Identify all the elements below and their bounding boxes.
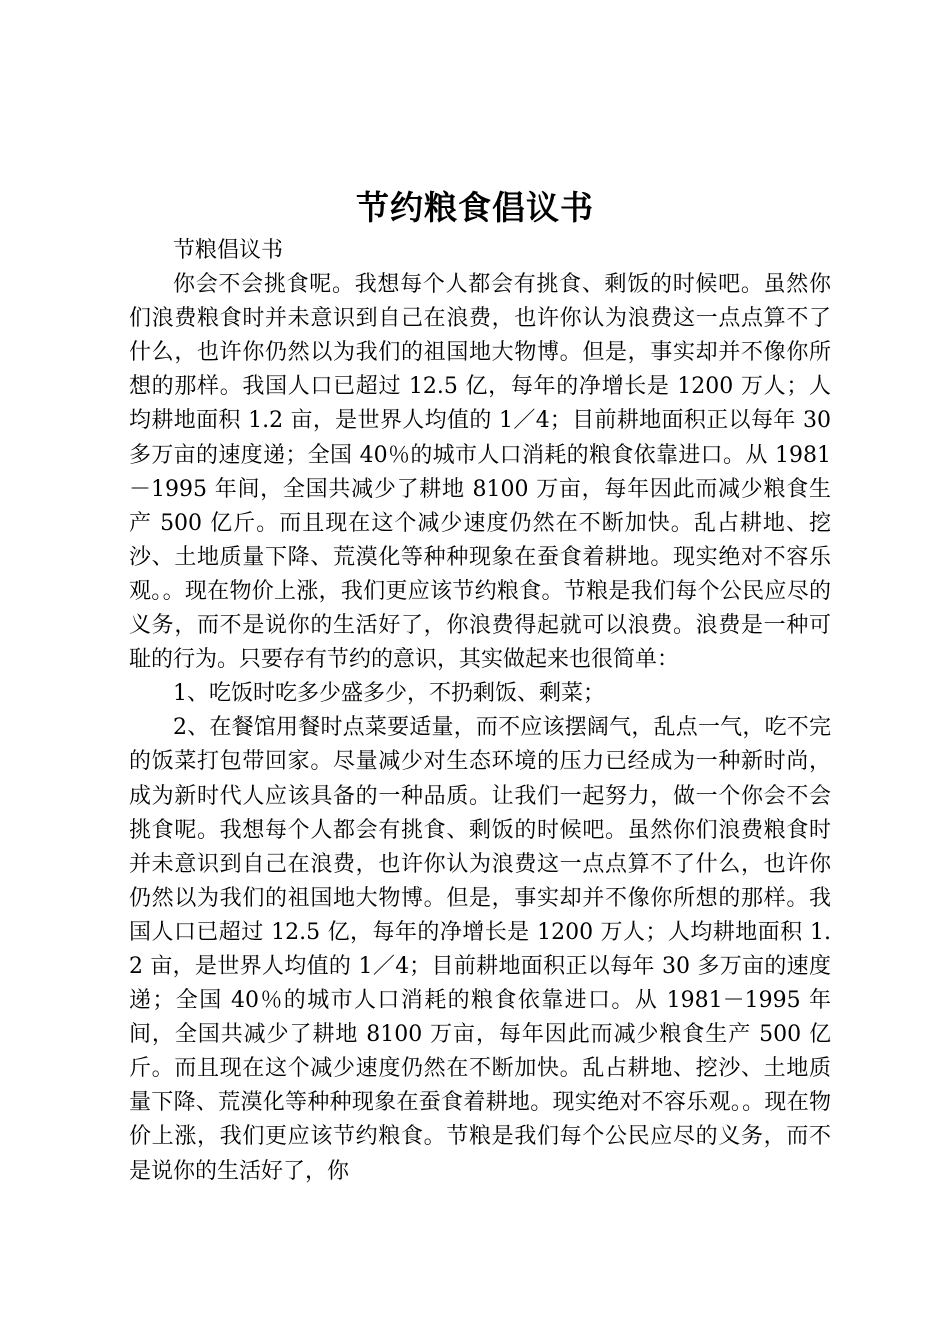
document-body: [129, 234, 831, 1189]
paragraph-item-2: 2、在餐馆用餐时点菜要适量，而不应该摆阔气，乱点一气，吃不完的饭菜打包带回家。尽量减少对生态环境的压力已经成为一种新时尚，成为新时代人应该具备的一种品质。让我们一起努力，做一个你会不会挑食呢。我想每个人都会有挑食、剩饭的时候吧。虽然你们浪费粮食时并未意识到自己在浪费，也许你认为浪费这一点点算不了什么，也许你仍然以为我们的祖国地大物博。但是，事实却并不像你所想的那样。我国人口已超过 12.5 亿，每年的净增长是 1200 万人；人均耕地面积 1.2 亩，是世界人均值的 1／4；目前耕地面积正以每年 30 多万亩的速度递；全国 40％的城市人口消耗的粮食依靠进口。从 1981－1995 年间，全国共减少了耕地 8100 万亩，每年因此而减少粮食生产 500 亿斤。而且现在这个减少速度仍然在不断加快。乱占耕地、挖沙、土地质量下降、荒漠化等种种现象在蚕食着耕地。现实绝对不容乐观。。现在物价上涨，我们更应该节约粮食。节粮是我们每个公民应尽的义务，而不是说你的生活好了，你: [129, 715, 831, 1184]
document-title: 节约粮食倡议书: [356, 188, 594, 227]
paragraph-item-1: 1、吃饭时吃多少盛多少，不扔剩饭、剩菜；: [173, 681, 605, 707]
paragraph-intro: 你会不会挑食呢。我想每个人都会有挑食、剩饭的时候吧。虽然你们浪费粮食时并未意识到自己在浪费，也许你认为浪费这一点点算不了什么，也许你仍然以为我们的祖国地大物博。但是，事实却并不像你所想的那样。我国人口已超过 12.5 亿，每年的净增长是 1200 万人；人均耕地面积 1.2 亩，是世界人均值的 1／4；目前耕地面积正以每年 30 多万亩的速度递；全国 40％的城市人口消耗的粮食依靠进口。从 1981－1995 年间，全国共减少了耕地 8100 万亩，每年因此而减少粮食生产 500 亿斤。而且现在这个减少速度仍然在不断加快。乱占耕地、挖沙、土地质量下降、荒漠化等种种现象在蚕食着耕地。现实绝对不容乐观。。现在物价上涨，我们更应该节约粮食。节粮是我们每个公民应尽的义务，而不是说你的生活好了，你浪费得起就可以浪费。浪费是一种可耻的行为。只要存有节约的意识，其实做起来也很简单：: [129, 272, 831, 673]
paragraph-heading: 节粮倡议书: [173, 238, 284, 263]
